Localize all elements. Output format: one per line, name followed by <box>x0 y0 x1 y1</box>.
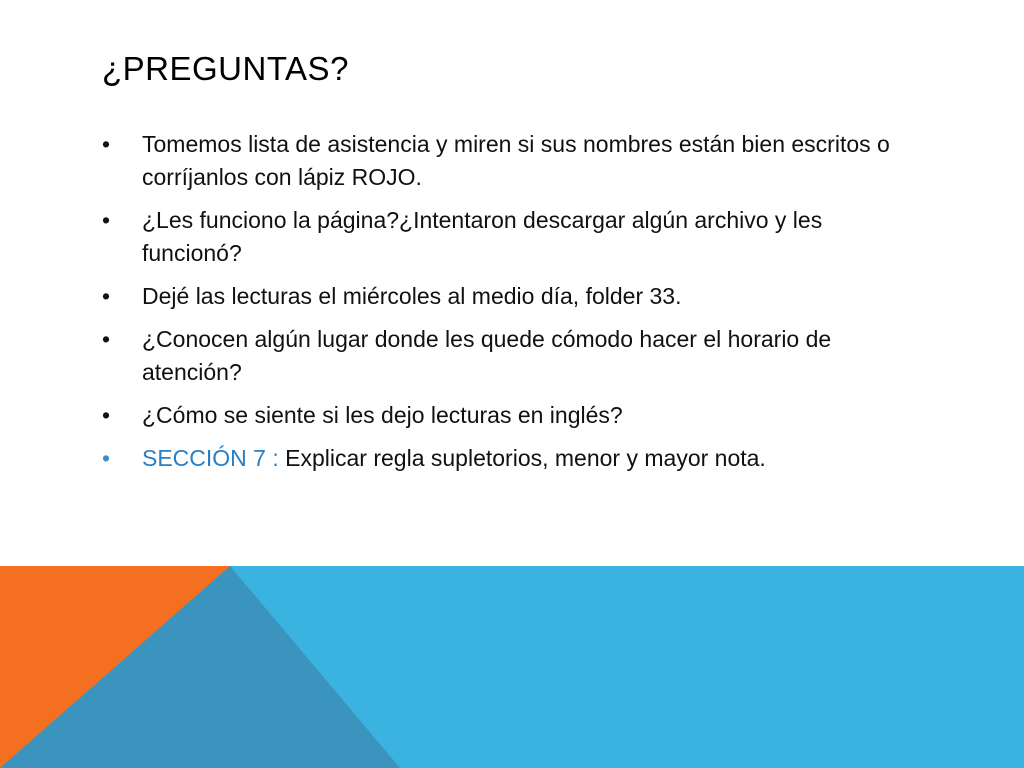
bullet-marker: • <box>102 207 111 233</box>
bullet-text: ¿Conocen algún lugar donde les quede cómodo hacer el horario de atención? <box>142 326 832 385</box>
bullet-marker: • <box>102 402 111 428</box>
bullet-text: ¿Les funciono la página?¿Intentaron descargar algún archivo y les funcionó? <box>142 207 823 266</box>
bullet-item <box>102 323 922 389</box>
bullet-list <box>102 128 922 485</box>
bullet-item <box>102 204 922 270</box>
bullet-text: Tomemos lista de asistencia y miren si sus nombres están bien escritos o corríjanlos con lápiz ROJO. <box>142 131 890 190</box>
bullet-marker: • <box>102 326 111 352</box>
bullet-item <box>102 399 922 432</box>
bullet-marker: • <box>102 283 111 309</box>
decorative-footer-band <box>0 566 1024 768</box>
bullet-item <box>102 280 922 313</box>
bullet-item-section <box>102 442 922 475</box>
bullet-text: Explicar regla supletorios, menor y mayor nota. <box>285 445 766 471</box>
bullet-marker: • <box>102 131 111 157</box>
bullet-text: Dejé las lecturas el miércoles al medio día, folder 33. <box>142 283 682 309</box>
bullet-marker: • <box>102 445 111 471</box>
bullet-text: ¿Cómo se siente si les dejo lecturas en inglés? <box>142 402 623 428</box>
slide-title: ¿PREGUNTAS? <box>102 50 349 87</box>
section-label: SECCIÓN 7 : <box>142 445 286 471</box>
bullet-item <box>102 128 922 194</box>
